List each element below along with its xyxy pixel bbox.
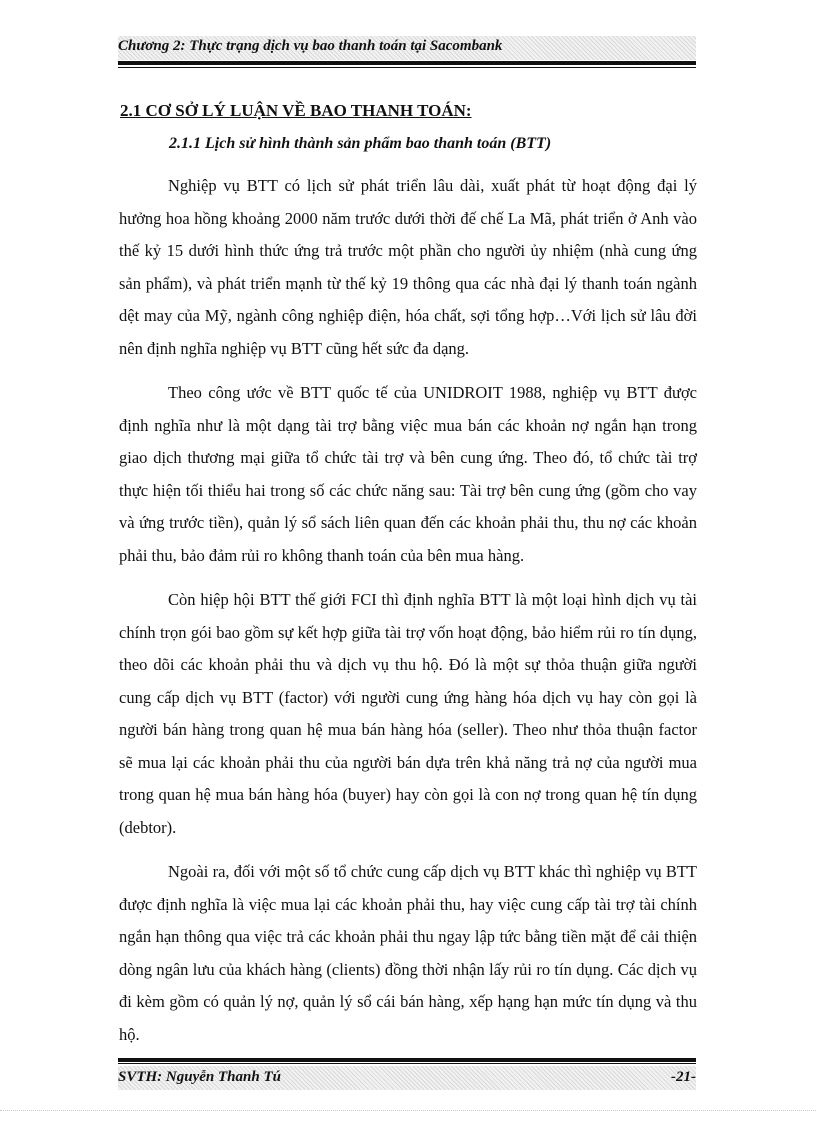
page-header: [118, 36, 696, 60]
footer-rule-thin: [118, 1063, 696, 1064]
page-number: -21-: [671, 1069, 696, 1085]
paragraph: Ngoài ra, đối với một số tổ chức cung cấp dịch vụ BTT khác thì nghiệp vụ BTT được định nghĩa là việc mua lại các khoản phải thu, hay việc cung cấp tài trợ tài chính ngắn hạn thông qua việc trả các khoản phải thu ngay lập tức bằng tiền mặt để cải thiện dòng ngân lưu của khách hàng (clients) đồng thời nhận lấy rủi ro tín dụng. Các dịch vụ đi kèm gồm có quản lý nợ, quản lý sổ cái bán hàng, xếp hạng hạn mức tín dụng và thu hộ.: [119, 862, 697, 1044]
header-rule-thin: [118, 67, 696, 68]
paragraph: Theo công ước về BTT quốc tế của UNIDROIT 1988, nghiệp vụ BTT được định nghĩa như là một dạng tài trợ bằng việc mua bán các khoản nợ ngắn hạn trong giao dịch thương mại giữa tổ chức tài trợ và bên cung ứng. Theo đó, tổ chức tài trợ thực hiện tối thiểu hai trong số các chức năng sau: Tài trợ bên cung ứng (gồm cho vay và ứng trước tiền), quản lý sổ sách liên quan đến các khoản phải thu, thu nợ các khoản phải thu, bảo đảm rủi ro không thanh toán của bên mua hàng.: [119, 383, 697, 565]
section-heading: 2.1 CƠ SỞ LÝ LUẬN VỀ BAO THANH TOÁN:: [120, 101, 472, 120]
page-edge-divider: [0, 1110, 816, 1111]
header-rule: [118, 61, 696, 65]
footer-author: SVTH: Nguyễn Thanh Tú: [118, 1069, 281, 1085]
footer-rule: [118, 1058, 696, 1062]
paragraph: Nghiệp vụ BTT có lịch sử phát triển lâu dài, xuất phát từ hoạt động đại lý hưởng hoa hồng khoảng 2000 năm trước dưới thời đế chế La Mã, phát triển ở Anh vào thế kỷ 15 dưới hình thức ứng trả trước một phần cho người ủy nhiệm (nhà cung ứng sản phẩm), và phát triển mạnh từ thế kỷ 19 thông qua các nhà đại lý thanh toán ngành dệt may của Mỹ, ngành công nghiệp điện, hóa chất, sợi tổng hợp…Với lịch sử lâu đời nên định nghĩa nghiệp vụ BTT cũng hết sức đa dạng.: [119, 176, 697, 358]
paragraph: Còn hiệp hội BTT thế giới FCI thì định nghĩa BTT là một loại hình dịch vụ tài chính trọn gói bao gồm sự kết hợp giữa tài trợ vốn hoạt động, bảo hiểm rủi ro tín dụng, theo dõi các khoản phải thu và dịch vụ thu hộ. Đó là một sự thỏa thuận giữa người cung cấp dịch vụ BTT (factor) với người cung ứng hàng hóa dịch vụ hay còn gọi là người bán hàng trong quan hệ mua bán hàng hóa (seller). Theo như thỏa thuận factor sẽ mua lại các khoản phải thu của người bán dựa trên khả năng trả nợ của người mua trong quan hệ mua bán hàng hóa (buyer) hay còn gọi là con nợ trong quan hệ tín dụng (debtor).: [119, 590, 697, 837]
page-footer: [118, 1066, 696, 1090]
body-text: [119, 170, 697, 1063]
subsection-heading: 2.1.1 Lịch sử hình thành sản phẩm bao thanh toán (BTT): [169, 135, 552, 152]
chapter-title: Chương 2: Thực trạng dịch vụ bao thanh toán tại Sacombank: [118, 38, 503, 54]
